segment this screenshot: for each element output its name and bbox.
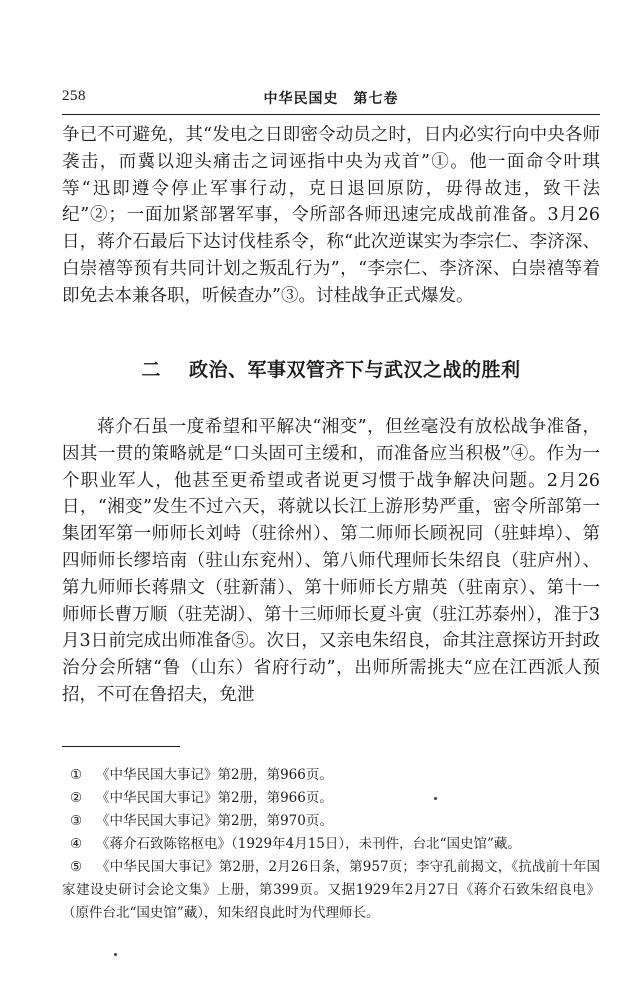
body-text-top [62, 122, 600, 310]
running-title: 中华民国史 第七卷 [263, 91, 399, 107]
footnotes [62, 764, 600, 925]
page-header [62, 88, 600, 114]
footnote-rule [62, 746, 180, 747]
footnote [62, 764, 600, 787]
header-rule [62, 114, 600, 115]
footnote-text: 《中华民国大事记》第2册，第966页。 [96, 790, 333, 806]
footnote-mark: ① [70, 767, 83, 783]
footnote [62, 810, 600, 833]
footnote-mark: ⑤ [70, 859, 83, 875]
paragraph: 争已不可避免，其“发电之日即密令动员之时，日内必实行向中央各师袭击，而冀以迎头痛击之词诬指中央为戎首”①。他一面命令叶琪等“迅即遵令停止军事行动，克日退回原防，毋得故违，致干法纪”②；一面加紧部署军事，令所部各师迅速完成战前准备。3月26日，蒋介石最后下达讨伐桂系令，称“此次逆谋实为李宗仁、李济深、白崇禧等预有共同计划之叛乱行为”，“李宗仁、李济深、白崇禧等着即免去本兼各职，听候查办”③。讨桂战争正式爆发。 [62, 125, 600, 306]
footnote-text: 《中华民国大事记》第2册，第970页。 [96, 813, 333, 829]
scan-speck [434, 797, 437, 800]
footnote-text: 《蒋介石致陈铭枢电》（1929年4月15日），未刊件，台北“国史馆”藏。 [96, 836, 521, 852]
section-number: 二 [141, 359, 161, 381]
footnote-mark: ② [70, 790, 83, 806]
footnote [62, 856, 600, 925]
page-number: 258 [62, 88, 86, 104]
footnote-text: 《中华民国大事记》第2册，2月26日条，第957页；李守孔前揭文，《抗战前十年国家建设史研讨会论文集》上册，第399页。又据1929年2月27日《蒋介石致朱绍良电》（原件台北“国史馆”藏），知朱绍良此时为代理师长。 [62, 859, 600, 921]
footnote [62, 833, 600, 856]
body-text-bottom [62, 414, 600, 709]
section-heading [62, 355, 600, 382]
footnote-mark: ④ [70, 836, 83, 852]
footnote [62, 787, 600, 810]
footnote-text: 《中华民国大事记》第2册，第966页。 [96, 767, 333, 783]
scan-speck [114, 953, 117, 956]
footnote-mark: ③ [70, 813, 83, 829]
paragraph: 蒋介石虽一度希望和平解决“湘变”，但丝毫没有放松战争准备，因其一贯的策略就是“口头固可主缓和，而准备应当积极”④。作为一个职业军人，他甚至更希望或者说更习惯于战争解决问题。2月26日，“湘变”发生不过六天，蒋就以长江上游形势严重，密令所部第一集团军第一师师长刘峙（驻徐州）、第二师师长顾祝同（驻蚌埠）、第四师师长缪培南（驻山东兖州）、第八师代理师长朱绍良（驻庐州）、第九师师长蒋鼎文（驻新蒲）、第十师师长方鼎英（驻南京）、第十一师师长曹万顺（驻芜湖）、第十三师师长夏斗寅（驻江苏泰州），准于3月3日前完成出师准备⑤。次日，又亲电朱绍良，命其注意探访开封政治分会所辖“鲁（山东）省府行动”，出师所需挑夫“应在江西派人预招，不可在鲁招夫，免泄 [62, 417, 600, 705]
section-title: 政治、军事双管齐下与武汉之战的胜利 [189, 359, 521, 381]
